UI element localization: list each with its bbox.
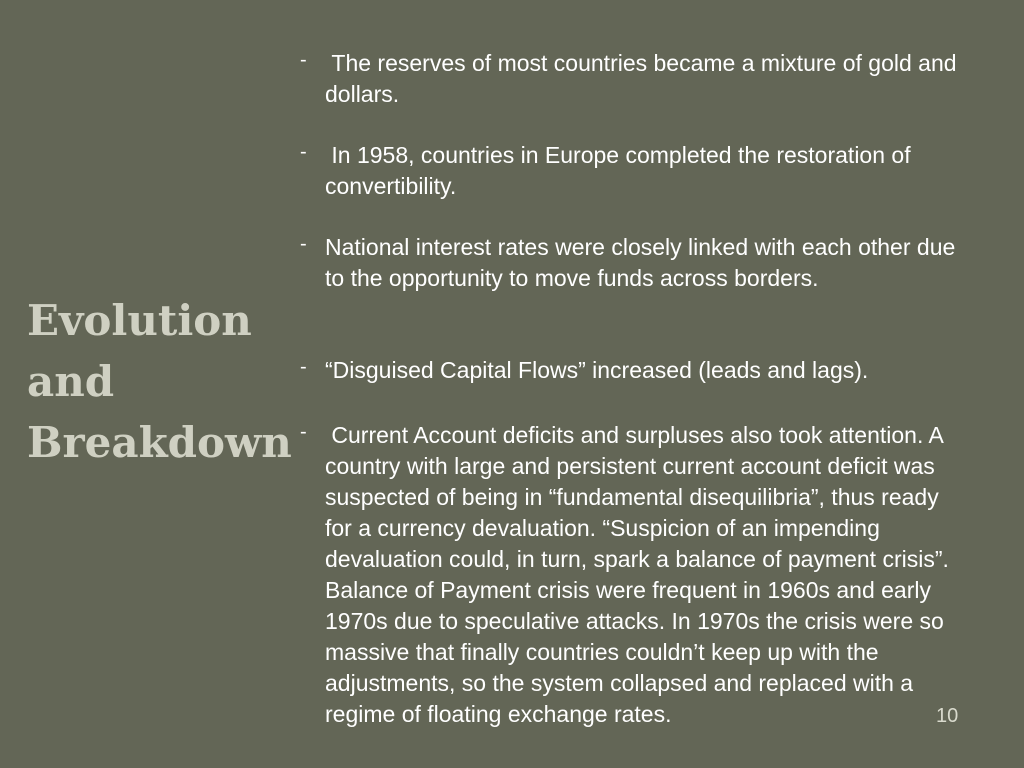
bullet-text: In 1958, countries in Europe completed the restoration of convertibility. <box>325 142 917 199</box>
bullet-item <box>300 140 965 202</box>
bullet-item <box>300 232 965 325</box>
bullet-list <box>300 48 965 760</box>
title-line-2: and <box>27 357 115 406</box>
bullet-dash: - <box>300 356 307 378</box>
bullet-dash: - <box>300 421 307 443</box>
bullet-text: The reserves of most countries became a mixture of gold and dollars. <box>325 50 963 107</box>
bullet-item <box>300 355 965 390</box>
title-line-3: Breakdown <box>27 418 292 467</box>
bullet-item <box>300 48 965 110</box>
bullet-text: National interest rates were closely linked with each other due to the opportunity to move funds across borders. <box>325 234 962 291</box>
bullet-text: Current Account deficits and surpluses also took attention. A country with large and persistent current account deficit was suspected of being in “fundamental disequilibria”, thus ready for a currency devaluation. “Suspicion of an impending devaluation could, in turn, spark a balance of payment crisis”. Balance of Payment crisis were frequent in 1960s and early 1970s due to speculative attacks. In 1970s the crisis were so massive that finally countries couldn’t keep up with the adjustments, so the system collapsed and replaced with a regime of floating exchange rates. <box>325 422 956 727</box>
slide-title <box>27 290 297 473</box>
bullet-dash: - <box>300 49 307 71</box>
bullet-item <box>300 420 965 730</box>
bullet-dash: - <box>300 233 307 255</box>
slide-number: 10 <box>936 705 959 727</box>
bullet-dash: - <box>300 141 307 163</box>
bullet-text: “Disguised Capital Flows” increased (leads and lags). <box>325 357 869 383</box>
title-line-1: Evolution <box>27 296 252 345</box>
